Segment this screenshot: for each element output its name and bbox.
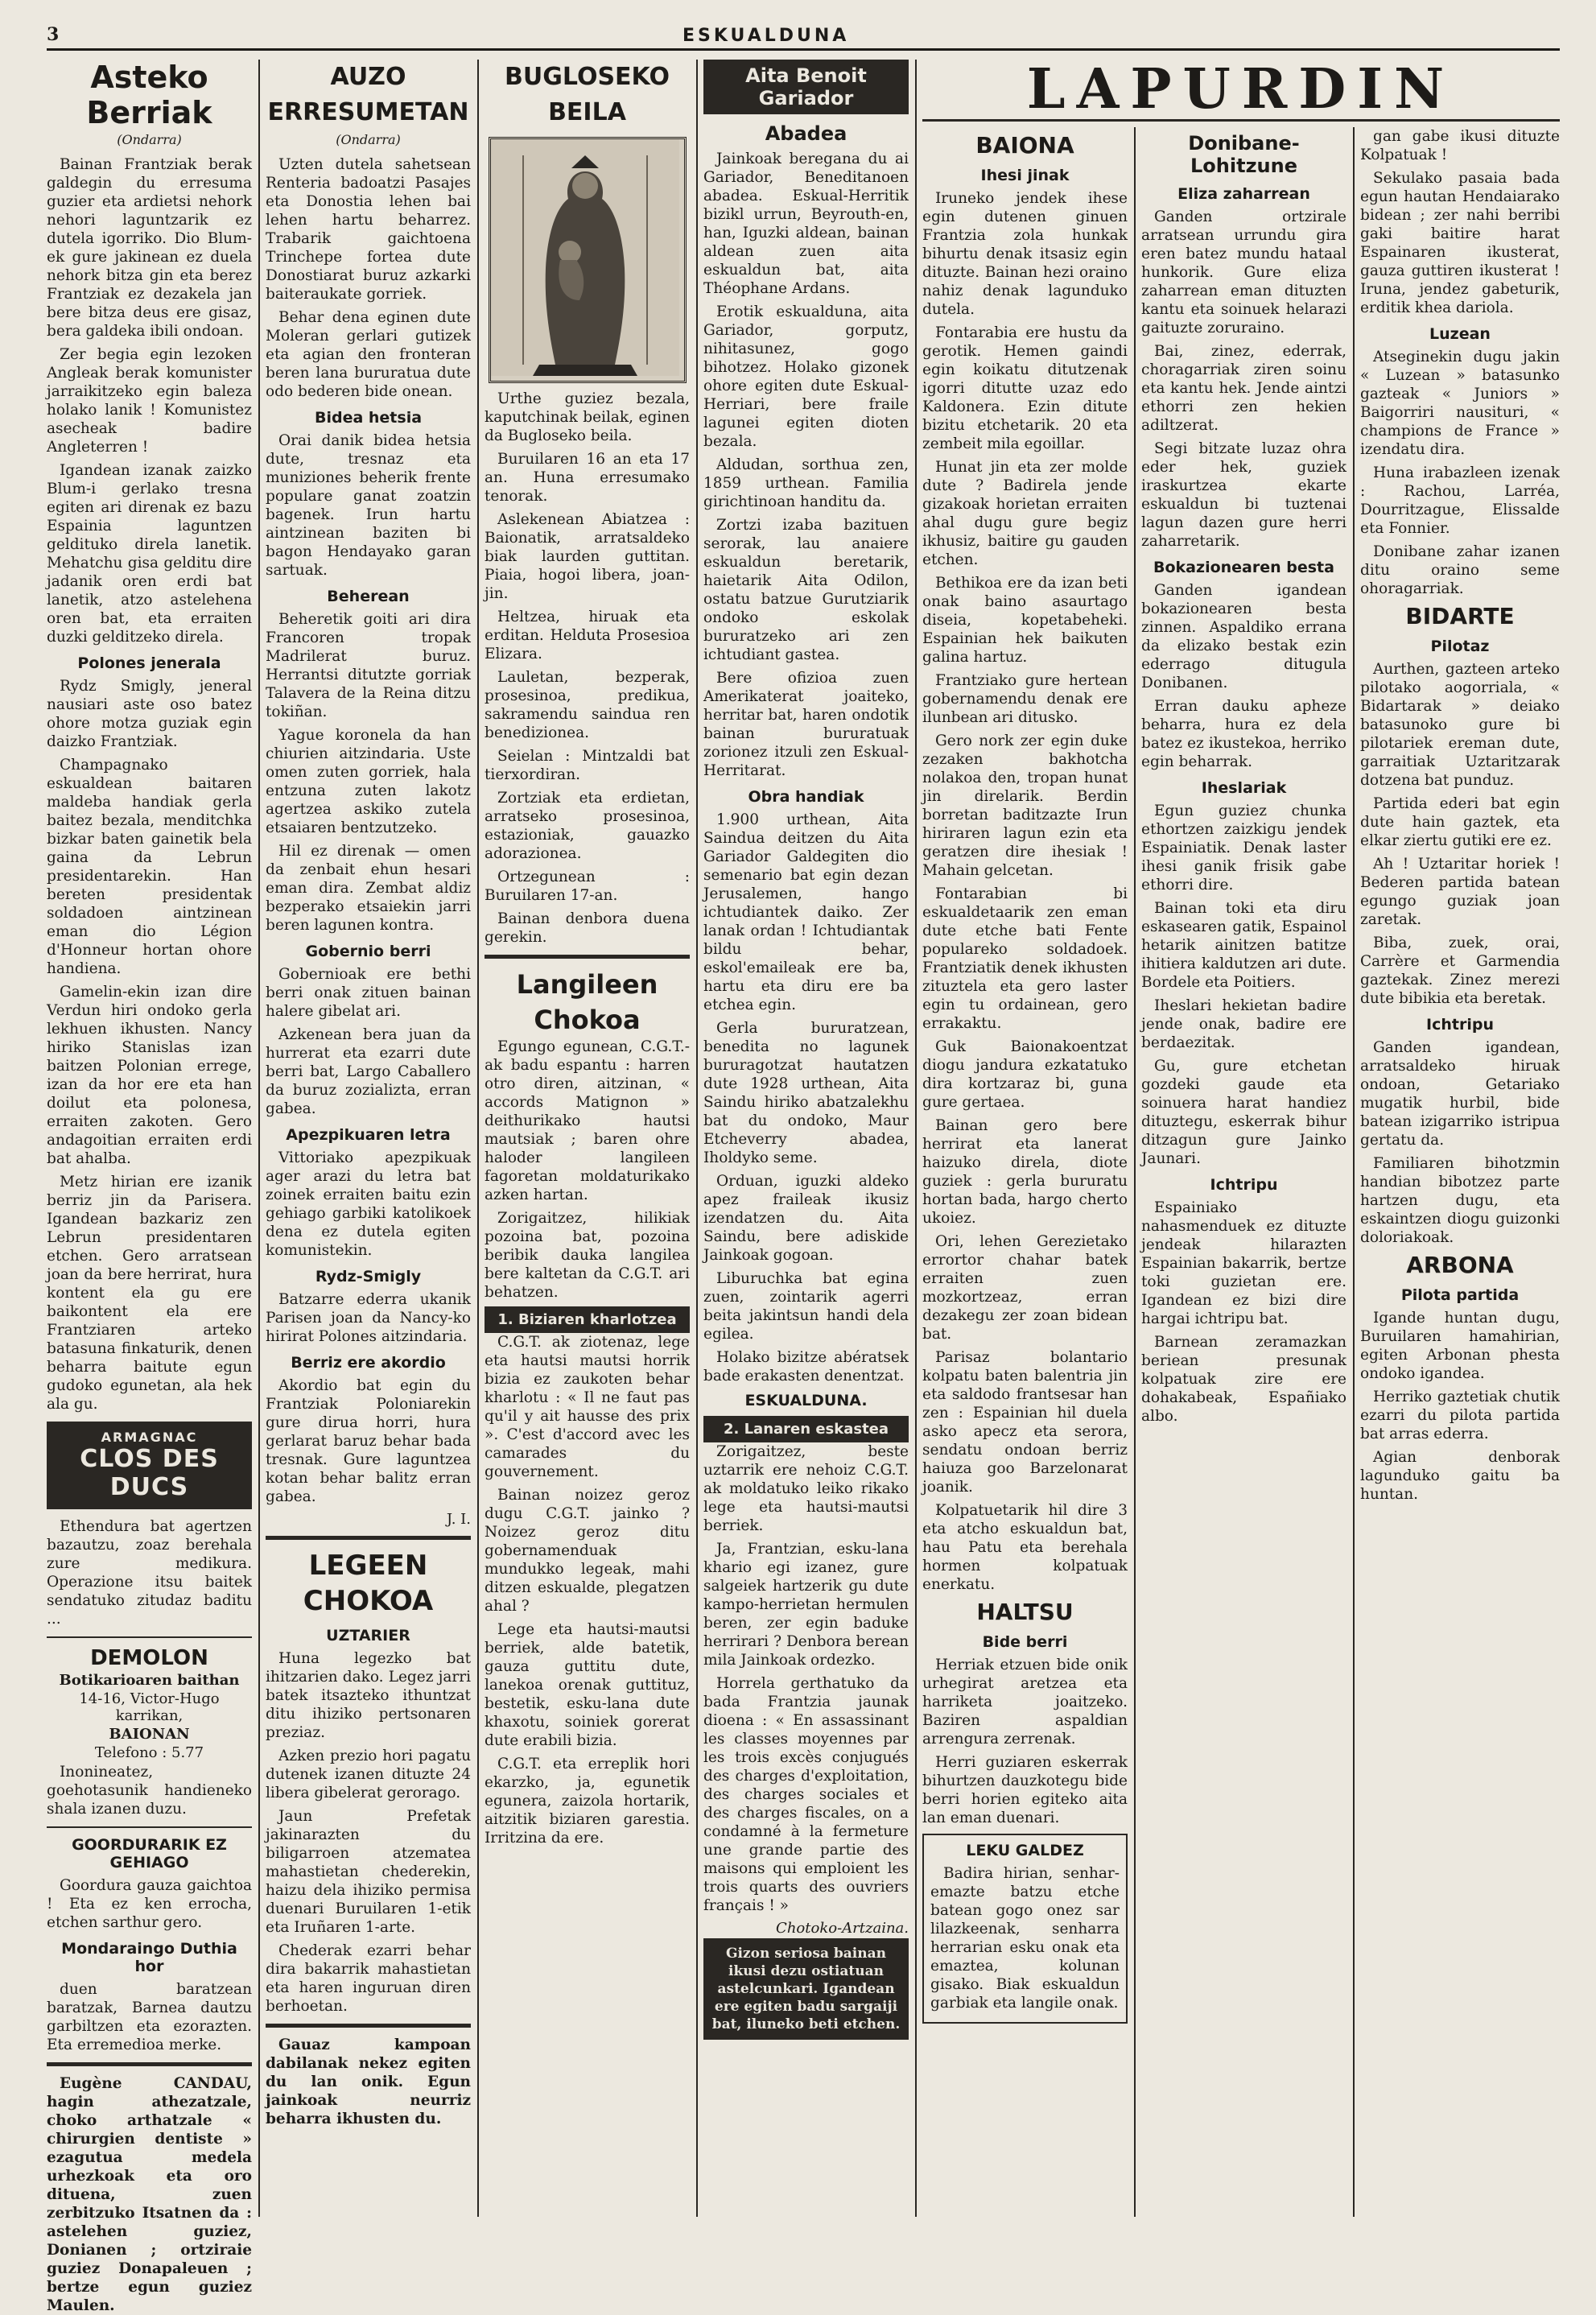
col6-town-donibane: Donibane-Lohitzune <box>1188 132 1300 177</box>
column-rule <box>696 60 698 2217</box>
col3-paragraph: Lege eta hautsi-mautsi berriek, alde batetik, gauza guttitu dute, lanekoa orenak guttituz, bestetik, esku-lana dute khaxotu, soiniek gorerat dute erabili bizia. <box>485 1621 690 1749</box>
lapurdin-title: LAPURDIN <box>1026 57 1456 122</box>
col2-signature: J. I. <box>446 1511 471 1528</box>
col3-paragraph: Bainan noizez geroz dugu C.G.T. jainko ? Noizez geroz ditu gobernamenduak mundukko legeak, mahi ditzen eskualde, plegatzen ahal ? <box>485 1487 690 1615</box>
col6-paragraph: Segi bitzate luzaz ohra eder hek, guziek iraskurtzea ekarte eskualdun bi tuztenai lagun dazen gure herri zaharretarik. <box>1141 440 1346 550</box>
col6-section-heading: Eliza zaharrean <box>1177 185 1310 203</box>
page-number: 3 <box>47 24 60 45</box>
column-3 <box>485 60 690 2217</box>
col2-section-heading: Apezpikuaren letra <box>286 1126 451 1144</box>
column-rule <box>915 60 917 2217</box>
col2-paragraph: Huna legezko bat ihitzarien dako. Legez jarri batek itsazteko ithuntzat ditu ihiziko pertsonaren preziaz. <box>266 1650 471 1741</box>
demolon-ad-line: Telefono : 5.77 <box>94 1744 204 1761</box>
col4-signature-2: Chotoko-Artzaina. <box>776 1920 909 1937</box>
col2-section-heading: UZTARIER <box>326 1627 410 1644</box>
column-rule <box>258 60 260 2217</box>
divider <box>47 1826 252 1828</box>
demolon-ad-title: DEMOLON <box>90 1646 208 1670</box>
col5-paragraph: Ori, lehen Gerezietako errortor chahar batek erraiten zuen mozkortzeaz, erran dezakegu zer zoan bidean bat. <box>922 1233 1128 1343</box>
col7-paragraph: Aurthen, gazteen arteko pilotako aogorriala, « Bidartarak » deiako batasunoko gure bi pilotariek ereman dute, garraitiak Uztaritzarak dotzena bat punduz. <box>1360 661 1560 789</box>
col3-paragraph: Bainan denbora duena gerekin. <box>485 910 690 946</box>
column-rule <box>1353 127 1355 2217</box>
col1-title: Asteko Berriak <box>86 60 212 130</box>
col7-paragraph: Herriko gaztetiak chutik ezarri du pilota partida bat arras ederra. <box>1360 1389 1560 1442</box>
col6-section-heading: Ichtripu <box>1210 1176 1278 1194</box>
col2-section-heading: Berriz ere akordio <box>291 1354 446 1372</box>
col2-paragraph: Behar dena eginen dute Moleran gerlari gutizek eta agian den fronteran beren lana bururatua dute odo bederen bide onean. <box>266 309 471 400</box>
running-title: ESKUALDUNA <box>683 26 850 46</box>
col7-paragraph: Ganden igandean, arratsaldeko hiruak ondoan, Getariako mugatik hurbil, bide batean izigarriko istripua gertatu da. <box>1360 1039 1560 1149</box>
col6-paragraph: Egun guziez chunka ethortzen zaizkigu jendek Espainiatik. Denak laster ihesi ganik frisik gabe ethorri dire. <box>1141 803 1346 893</box>
col2-section-heading: Gobernio berri <box>305 943 431 960</box>
col5-town-baiona: BAIONA <box>975 132 1074 159</box>
col2-paragraph: Azkenean bera juan da hurrerat eta ezarri dute berri bat, Largo Caballero da buruz zozializta, erran gabea. <box>266 1026 471 1117</box>
col7-paragraph: Familiaren bihotzmin handian bibotzez parte hartzen dugu, eta eskaintzen diogu guizonki doloriakoak. <box>1360 1155 1560 1246</box>
col4-subtitle: Abadea <box>765 122 847 145</box>
column-6 <box>1141 127 1346 2217</box>
column-rule <box>477 60 479 2217</box>
col6-section-heading: Bokazionearen besta <box>1153 559 1334 576</box>
col7-paragraph: Huna irabazleen izenak : Rachou, Larréa, Dourritzague, Elissalde eta Fonnier. <box>1360 464 1560 537</box>
col4-section-heading: Obra handiak <box>748 788 864 806</box>
col2-paragraph: Hil ez direnak — omen da zenbait ehun hesari eman dira. Zembat aldiz bezperako etsaiekin jarri beren lagunen kontra. <box>266 843 471 934</box>
col4-paragraph: Holako bizitze abératsek bade erakasten denentzat. <box>703 1349 909 1384</box>
divider <box>47 1636 252 1638</box>
col6-paragraph: Ganden igandean bokazionearen besta zinnen. Aspaldiko errana da elizako bestak ezin ederrago ditugula Donibanen. <box>1141 582 1346 691</box>
col4-paragraph: Gerla bururatzean, benedita no lagunek bururagotzat hautatzen dute 1928 urthean, Aita Saindu hiriko abatzalekhu bat du ondoko, Maur Etcheverry abadea, Iholdyko seme. <box>703 1020 909 1166</box>
divider <box>47 2062 252 2066</box>
col7-town-arbona: ARBONA <box>1406 1252 1514 1278</box>
col5-paragraph: Guk Baionakoentzat diogu jandura ezkatatuko dira kortzaraz bi, guna gure gertaea. <box>922 1038 1128 1111</box>
col7-paragraph: Biba, zuek, orai, Carrère et Garmendia gaztekak. Zinez merezi dute bibikia eta beretak. <box>1360 935 1560 1007</box>
col2-subtitle: (Ondarra) <box>336 132 401 147</box>
col1-paragraph: Gamelin-ekin izan dire Verdun hiri ondoko gerla lekhuen ikhusten. Nancy hiriko Stanislas izan baitzen Polonian errege, izan da hor ere eta han doilut eta polonesa, erraiten zakoten. Gero andagoitian erraiten erdi bat ahalba. <box>47 984 252 1167</box>
col6-paragraph: Espainiako nahasmenduek ez dituzte jendeak hilarazten Espainian bakarrik, bertze toki guzietan ere. Igandean ez bizi dire hargai ichtripu bat. <box>1141 1199 1346 1327</box>
col3-paragraph: Buruilaren 16 an eta 17 an. Huna erresumako tenorak. <box>485 451 690 505</box>
col7-section-heading: Luzean <box>1429 325 1491 343</box>
col5-paragraph: Frantziako gure hertean gobernamendu denak ere ilunbean ari ditusko. <box>922 672 1128 726</box>
saint-illustration <box>489 137 687 383</box>
col5-paragraph: Kolpatuetarik hil dire 3 eta atcho eskualdun bat, hau Patu eta berehala hormen kolpatuak enerkatu. <box>922 1502 1128 1593</box>
col4-paragraph: Orduan, iguzki aldeko apez fraileak ikusiz izendatzen du. Aita Saindu, bere adiskide Jainkoak gogoan. <box>703 1173 909 1264</box>
column-4 <box>703 60 909 2217</box>
col1-paragraph: Bainan Frantziak berak galdegin du erresuma guzier eta ardietsi nehork nehori laguntzarik ez dutela igorriko. Dio Blum-ek gure jakinean ez duela nehork bitza gin eta berez Frantziak ez dezakela jan bere bitza deus ere gisaz, bera galdeka ibili ondoan. <box>47 156 252 340</box>
col2-section-heading: Beherean <box>327 588 410 605</box>
col5-section-heading: Bide berri <box>982 1633 1068 1651</box>
col3-paragraph: Zortziak eta erdietan, arratseko prosesinoa, estazioniak, gauazko adorazionea. <box>485 790 690 862</box>
col4-title-bar: Aita Benoit Gariador <box>703 60 909 114</box>
notice-title: LEKU GALDEZ <box>966 1842 1084 1859</box>
col4-paragraph: Zorigaitzez, beste uztarrik ere nehoiz C.G.T. ak moldatuko leiko rikako lege eta hautsi-mautsi berriek. <box>703 1443 909 1534</box>
col5-paragraph: Gero nork zer egin duke zezaken bakhotcha nolakoa den, tropan hunat jin direlarik. Berdin borretan baditzazte Irun hiriraren lagun ezin eta geratzen dire ihesiak ! Mahain gelcetan. <box>922 732 1128 879</box>
col7-paragraph: Igande huntan dugu, Buruilaren hamahirian, egiten Arbonan phesta ondoko igandea. <box>1360 1310 1560 1382</box>
col7-paragraph: Atseginekin dugu jakin « Luzean » batasunko gazteak « Juniors » Baigorriri nausituri, « champions de France » izendatu dira. <box>1360 349 1560 458</box>
col4-paragraph: Ja, Frantzian, esku-lana khario egi izanez, gure salgeiek hartzerik gu dute kampo-herrietan hermulen beren, zer egin baduke herrirari ? Denbora berean mila Jainkoak ordezko. <box>703 1541 909 1669</box>
folio-bar <box>47 24 1560 51</box>
col1-paragraph: Igandean izanak zaizko Blum-i gerlako tresna egiten ari direnak ez bazu Espainia laguntzen geldituko direla lanetik. Mehatchu gisa gelditu dire jadanik oren erdi bat lanetik, atzo astelehena oren bat, eta erraiten duzki gelditzeko direla. <box>47 462 252 646</box>
col4-paragraph: Zortzi izaba bazituen serorak, lau anaiere eskualdun beretarik, haietarik Aita Odilon, ostatu batzue Gurutziarik ondoko eskolak bururatzeko ari zen ichtudiant gastea. <box>703 517 909 663</box>
col4-paragraph: Erotik eskualduna, aita Gariador, gorputz, nihitasunez, gogo bihotzez. Holako gizonek ohore egiten dute Eskual-Herriari, bere fraile lagunei egiten dioten bezala. <box>703 303 909 450</box>
divider <box>266 2024 471 2028</box>
col2-paragraph: Vittoriako apezpikuak ager arazi du letra bat zoinek erraiten baitu ezin gehiago garbiki katolikoek dena ez dutela egiten komunistekin. <box>266 1149 471 1259</box>
column-2 <box>266 60 471 2217</box>
col2-paragraph: Beheretik goiti ari dira Francoren tropak Madrilerat buruz. Herrantsi ditutzte gorriak Talavera de la Reina ditzu tokiñan. <box>266 611 471 720</box>
col2-paragraph: Chederak ezarri behar dira bakarrik mahastietan eta haren inguruan diren berhoetan. <box>266 1942 471 2015</box>
col2-section-heading: Bidea hetsia <box>314 409 423 427</box>
goordura-ad-title: GOORDURARIK EZ GEHIAGO <box>72 1836 227 1871</box>
col3-paragraph: C.G.T. ak ziotenaz, lege eta hautsi mautsi horrik bizia ez zaukoten behar kharlotu : « Il ne faut pas qu'il y ait hausse des prix ». C'est d'accord avec les camarades du gouvernement. <box>485 1334 690 1480</box>
mondarain-ad-text: duen baratzean baratzak, Barnea dautzu garbiltzen eta ezorazten. Eta erremedioa merke. <box>47 1981 252 2053</box>
col4-paragraph: Aldudan, sorthua zen, 1859 urthean. Familia girichtinoan handitu da. <box>703 456 909 510</box>
col4-paragraph: Bere ofizioa zuen Amerikaterat joaiteko, herritar bat, haren ondotik bainan bururatuak zorionez itzuli zen Eskual-Herritarat. <box>703 670 909 779</box>
col3-paragraph: Aslekenean Abiatzea : Baionatik, arratsaldeko biak laurden guttitan. Piaia, hogoi libera, joan-jin. <box>485 511 690 602</box>
col5-paragraph: Hunat jin eta zer molde dute ? Badirela jende gizakoak horietan erraiten ahal dugu gure begiz ikhusiz, baitire gu gauden etchen. <box>922 459 1128 568</box>
col7-paragraph: Donibane zahar izanen ditu oraino seme ohoragarriak. <box>1360 543 1560 597</box>
col5-paragraph: Fontarabia ere hustu da gerotik. Hemen gaindi egin koikatu ditutzenak igorri ditutte uzaz edo Kaldonera. Ezin ditute bizitu etchetarik. 20 eta zembeit mila egoillar. <box>922 324 1128 452</box>
col2-closing-note: Gauaz kampoan dabilanak nekez egiten du lan onik. Egun jainkoak neurriz beharra ikhusten du. <box>266 2036 471 2127</box>
col3-section-bar: 1. Biziaren kharlotzea <box>485 1306 690 1333</box>
col3-paragraph: C.G.T. eta erreplik hori ekarzko, ja, egunetik egunera, zaizola hortarik, aitzitik biziaren garestia. Irritzina da ere. <box>485 1756 690 1847</box>
col4-section-bar: 2. Lanaren eskastea <box>703 1416 909 1442</box>
col1-paragraph: Zer begia egin lezoken Angleak berak komunister jarraikitzeko egin baleza holako lanik ! Komunistez asecheak badire Angleterren ! <box>47 346 252 456</box>
col7-paragraph: Sekulako pasaia bada egun hautan Hendaiarako bidean ; zer nahi berribi gaki baitire harat Espainaren ikusterat, gauza guttiren ikusterat ! Iruna, jendez gabeturik, erditik khea dariola. <box>1360 170 1560 316</box>
col6-paragraph: Ganden ortzirale arratsean urrundu gira eren batez mundu hataal hunkorik. Gure eliza zaharrean eman dituzten kantu eta soinuek helarazi gaituzte zoruraino. <box>1141 208 1346 336</box>
col7-section-heading: Pilota partida <box>1400 1286 1520 1304</box>
armagnac-ad-brand: CLOS DES DUCS <box>80 1445 219 1501</box>
col5-town-haltsu: HALTSU <box>976 1599 1074 1625</box>
col3-paragraph: Seielan : Mintzaldi bat tierxordiran. <box>485 748 690 783</box>
col5-paragraph: Bethikoa ere da izan beti onak baino asaurtago diseia, kopetabeheki. Espainian hek baikuten galina hartuz. <box>922 575 1128 666</box>
col7-paragraph: gan gabe ikusi dituzte Kolpatuak ! <box>1360 128 1560 163</box>
col6-paragraph: Bainan toki eta diru eskasearen gatik, Espainol hetarik ainitzen batitze ihitiera kaldutzen ari dute. Bordele eta Poitiers. <box>1141 900 1346 991</box>
col5-paragraph: Herriak etzuen bide onik urhegirat aretzea eta harriketa joaitzeko. Baziren aspaldian arrengura zerrenak. <box>922 1657 1128 1748</box>
col2-section-heading: Rydz-Smigly <box>315 1268 422 1285</box>
col6-paragraph: Gu, gure etchetan gozdeki gaude eta soinuera harat handiez dituztegu, eskerrak bihur ditzagun gure Jainko Jaunari. <box>1141 1058 1346 1167</box>
col5-paragraph: Iruneko jendek ihese egin dutenen ginuen Frantzia zola hunkak bihurtu denak itsasiz egin dituzte. Bainan hezi oraino nahiz denak lagunduko dutela. <box>922 190 1128 318</box>
demolon-ad-line: 14-16, Victor-Hugo karrikan, <box>79 1690 220 1724</box>
goordura-ad-text: Goordura gauza gaichtoa ! Eta ez ken errocha, etchen sarthur gero. <box>47 1877 252 1931</box>
col2-paragraph: Uzten dutela sahetsean Renteria badoatzi Pasajes eta Donostia lehen bai lehen hartu beharrez. Trabarik gaichtoena Trinchepe fortea dute Donostiarat buruz azkarki baiteraukate gorriek. <box>266 156 471 303</box>
col6-paragraph: Erran dauku apheze beharra, hura ez dela batez ez ikustekoa, herriko egin beharrak. <box>1141 698 1346 770</box>
col4-paragraph: 1.900 urthean, Aita Saindua deitzen du Aita Gariador Galdegiten dio semenario bat egin dezan Jerusalemen, hango ichtudiantek daiko. Zer lanak ordan ! Ichtudiantak bildu behar, eskol'emaileak ere ba, hartu eta diru ere ba etchea egin. <box>703 811 909 1013</box>
col7-section-heading: Ichtripu <box>1426 1016 1494 1034</box>
col2-title: AUZO ERRESUMETAN <box>267 63 469 126</box>
col3-paragraph: Ortzegunean : Buruilaren 17-an. <box>485 869 690 904</box>
divider <box>485 955 690 959</box>
notice-text: Badira hirian, senhar-emazte batzu etche batean gogo onez sar lilazkeenak, senharra herrarian esku onak eta emaztea, kolunan gisako. Biak eskualdun garbiak eta langile onak. <box>930 1865 1120 2012</box>
col5-paragraph: Parisaz bolantario kolpatu baten balentria jin eta saldodo frantsesar han zen : Espainian hil duela asko apecz eta serora, sendatu ondoan berriz haiuza goo Barzelonarat joanik. <box>922 1349 1128 1496</box>
armagnac-ad <box>47 1422 252 1509</box>
virgin-and-child-figure <box>491 139 679 376</box>
col4-paragraph: Horrela gerthatuko da bada Frantzia jaunak dioena : « En assassinant les classes moyennes par les trois excès conjugués des charges d'exploitation, des charges sociales et des charges fiscales, on a condamné à la fermeture une grande partie des maisons qui emploient les trois quarts des ouvriers français ! » <box>703 1675 909 1914</box>
col4-paragraph: Jainkoak beregana du ai Gariador, Beneditanoen abadea. Eskual-Herritik bizikl urrun, Beyrouth-en, han, Iguzki aldean, bainan aldean zuen aita eskualdun bat, aita Théophane Ardans. <box>703 151 909 297</box>
demolon-ad-text: Inonineatez, goehotasunik handieneko shala izanen duzu. <box>47 1764 252 1818</box>
col5-paragraph: Bainan gero bere herrirat eta lanerat haizuko direla, diote guziek : gerla bururatu hortan bada, hargo cherto ukoiez. <box>922 1117 1128 1227</box>
col2-paragraph: Azken prezio hori pagatu dutenek izanen dituzte 24 libera gibelerat gerorago. <box>266 1748 471 1801</box>
col2-title-2: LEGEEN CHOKOA <box>303 1550 434 1617</box>
col1-paragraph: Rydz Smigly, jeneral nausiari aste oso batez ohore motza guziak egin daizko Frantziak. <box>47 678 252 750</box>
col2-paragraph: Gobernioak ere bethi berri onak zituen bainan halere gibelat ari. <box>266 966 471 1020</box>
leku-galdez-notice <box>922 1834 1128 2024</box>
newspaper-page <box>47 24 1560 2314</box>
col3-paragraph: Egungo egunean, C.G.T.-ak badu espantu : harren otro diren, aitzinan, « accords Matignon » deithurikako hautsi mautsiak ; baren ohre haloder langileen fagoretan moldaturikako azken hartan. <box>485 1038 690 1203</box>
col4-closing-note: Gizon seriosa bainan ikusi dezu ostiatuan astelcunkari. Igandean ere egiten badu sargaiji bat, iluneko beti etchen. <box>703 1938 909 2040</box>
col7-paragraph: Ah ! Uztaritar horiek ! Bederen partida batean egungo guziak joan zaretak. <box>1360 856 1560 928</box>
col3-title-2: Langileen Chokoa <box>516 969 658 1035</box>
col3-paragraph: Lauletan, bezperak, prosesinoa, predikua, sakramendu saindua ren benedizionea. <box>485 669 690 741</box>
col5-paragraph: Herri guziaren eskerrak bihurtzen dauzkotegu bide berri horien egiteko aita lan eman duenari. <box>922 1754 1128 1826</box>
mondarain-ad-title: Mondaraingo Duthia hor <box>61 1940 237 1975</box>
col7-town-bidarte: BIDARTE <box>1405 603 1515 629</box>
col6-paragraph: Bai, zinez, ederrak, choragarriak ziren soinu eta kantu hek. Jende aintzi ethorri zen hekien adiltzerat. <box>1141 343 1346 434</box>
col1-paragraph: Metz hirian ere izanik berriz jin da Parisera. Igandean bazkariz zen Lebrun presidentaren etchen. Gero arratsean joan da bere herrirat, hura kontent ela gu ere baikontent ela ere Frantziaren arteko batasuna finkaturik, denen beharra baitute egun gudoko egunetan, ala hek ala gu. <box>47 1174 252 1413</box>
col3-paragraph: Urthe guziez bezala, kaputchinak beilak, eginen da Bugloseko beila. <box>485 390 690 444</box>
col2-paragraph: Jaun Prefetak jakinarazten du biligarroen atzematea mahastietan chederekin, haizu dela ihiziko permisa duenari Buruilaren 1-etik eta Iruñaren 1-arte. <box>266 1808 471 1936</box>
column-7 <box>1360 127 1560 2217</box>
col2-paragraph: Batzarre ederra ukanik Parisen joan da Nancy-ko hirirat Polones aitzindaria. <box>266 1291 471 1345</box>
col4-signature: ESKUALDUNA. <box>744 1392 868 1409</box>
col2-paragraph: Akordio bat egin du Frantziak Poloniarekin gure dirua horri, hura gerlarat baruz behar bada tresnak. Gure laguntzea kotan behar balitz erran gabea. <box>266 1377 471 1505</box>
column-rule <box>1134 127 1136 2217</box>
col7-section-heading: Pilotaz <box>1430 638 1490 655</box>
col6-paragraph: Barnean zeramazkan beriean presunak kolpatuak zire ere dohakabeak, Españiako albo. <box>1141 1334 1346 1425</box>
col3-title: BUGLOSEKO BEILA <box>505 63 670 126</box>
col5-paragraph: Fontarabian bi eskualdetaarik zen eman dute etche bati Fente populareko soldadoek. Frantziatik denek ikhusten zituztela eta gero laster egin tu ordainean, gero errakaktu. <box>922 885 1128 1032</box>
col7-paragraph: Agian denborak lagunduko gaitu ba huntan. <box>1360 1449 1560 1503</box>
col1-section-heading: Polones jenerala <box>77 654 221 672</box>
armagnac-ad-label: ARMAGNAC <box>101 1430 198 1445</box>
col1-subtitle: (Ondarra) <box>117 132 182 147</box>
column-5 <box>922 127 1128 2217</box>
demolon-ad-line: Botikarioaren baithan <box>59 1672 240 1689</box>
demolon-ad-line: BAIONAN <box>109 1726 190 1743</box>
col3-paragraph: Zorigaitzez, hilikiak pozoina bat, pozoina beribik dauka langilea bere kaltetan da C.G.T. ari behatzen. <box>485 1210 690 1301</box>
col5-section-heading: Ihesi jinak <box>980 167 1070 184</box>
column-1 <box>47 60 252 2314</box>
candau-ad-text: Eugène CANDAU, hagin athezatzale, choko arthatzale « chirurgien dentiste » ezagutua medela urhezkoak eta oro dituena, zuen zerbitzuko Itsatnen da : astelehen guziez, Donianen ; ortziraie guziez Donapaleuen ; bertze egun guziez Maulen. <box>47 2075 252 2314</box>
col3-paragraph: Heltzea, hiruak eta erditan. Helduta Prosesioa Elizara. <box>485 609 690 662</box>
col4-paragraph: Liburuchka bat egina zuen, zointarik agerri beita jakintsun handi dela egilea. <box>703 1270 909 1343</box>
col1-paragraph: Champagnako eskualdean baitaren maldeba handiak gerla baitez bezala, menditchka bizkar baten gainetik bela gaina da Lebrun presidentarekin. Han bereten presidentak soldadoen aintzinean eman dio Légion d'Honneur hortan ohore handiena. <box>47 757 252 977</box>
col6-paragraph: Iheslari hekietan badire jende onak, badire ere berdaezitak. <box>1141 997 1346 1051</box>
col1-paragraph: Ethendura bat agertzen bazautzu, zoaz berehala zure medikura. Operazione itsu baitek sendatuko zitudaz baditu ... <box>47 1518 252 1628</box>
col2-paragraph: Orai danik bidea hetsia dute, tresnaz eta muniziones beherik frente populare ganat zoatzin bagenek. Irun hartu aintzinean baziten bi bagon Hendayako garan sartuak. <box>266 432 471 579</box>
col6-section-heading: Iheslariak <box>1201 779 1287 797</box>
lapurdin-masthead <box>922 57 1560 122</box>
col2-paragraph: Yague koronela da han chiurien aitzindaria. Uste omen zuten gorriek, hala entzuna zuten lakotz agertzea askiko zutela etsaiaren bentzutzeko. <box>266 727 471 836</box>
divider <box>266 1536 471 1540</box>
col7-paragraph: Partida ederi bat egin dute hain gaztek, eta elkar ziertu gutiki ere ez. <box>1360 795 1560 849</box>
